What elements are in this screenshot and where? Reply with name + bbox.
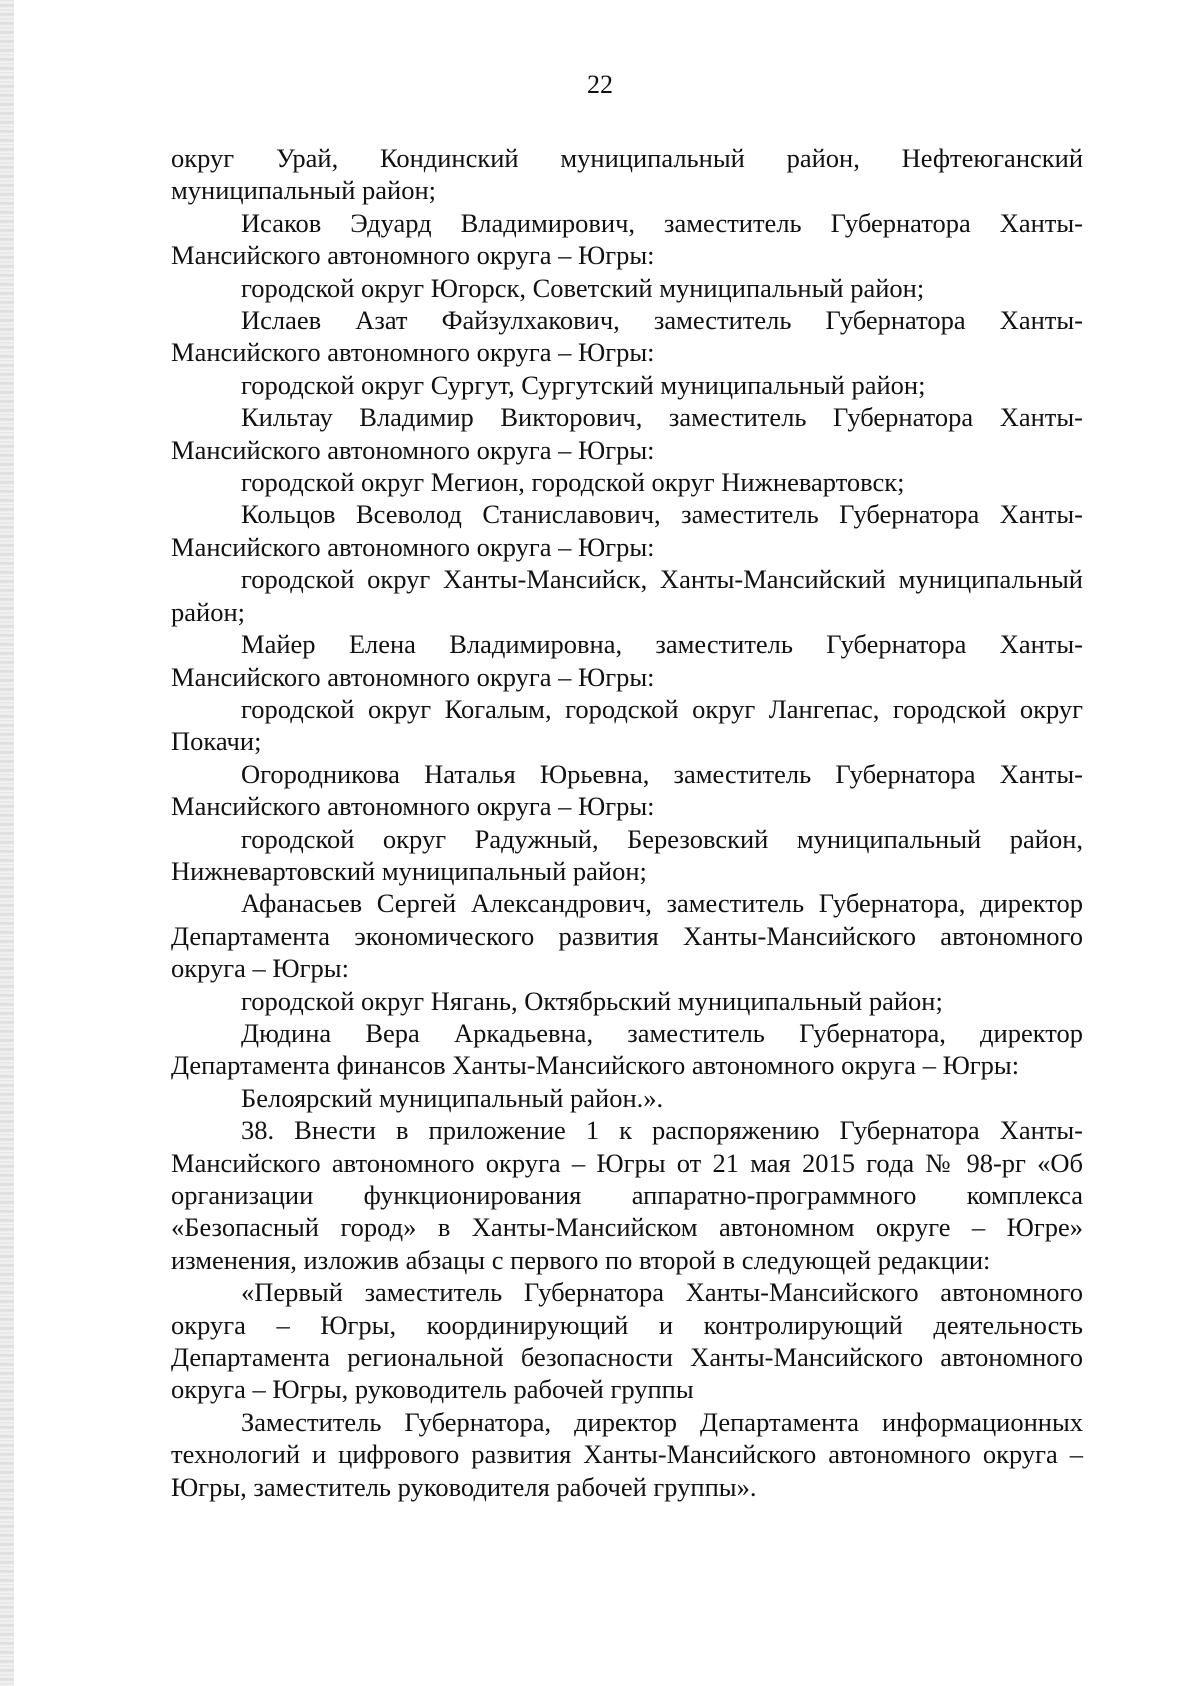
paragraph-5: городской округ Сургут, Сургутский муниципальный район; — [241, 369, 926, 400]
paragraph-18: 38. Внести в приложение 1 к распоряжению Губернатора Ханты-Мансийского автономного округа – Югры от 21 мая 2015 года № 98-рг «Об организации функционирования аппаратно-программного комплекса «Безопасный город» в Ханты-Мансийском автономном округе – Югре» изменения, изложив абзацы с первого по второй в следующей редакции: — [171, 1115, 1083, 1275]
paragraph-13: городской округ Радужный, Березовский муниципальный район, Нижневартовский муниципальный район; — [171, 823, 1083, 886]
paragraph-20: Заместитель Губернатора, директор Департамента информационных технологий и цифрового развития Ханты-Мансийского автономного округа – Югры, заместитель руководителя рабочей группы». — [171, 1406, 1083, 1502]
paragraph-6: Кильтау Владимир Викторович, заместитель Губернатора Ханты-Мансийского автономного округа – Югры: — [171, 402, 1083, 465]
paragraph-19: «Первый заместитель Губернатора Ханты-Мансийского автономного округа – Югры, координирующий и контролирующий деятельность Департамента региональной безопасности Ханты-Мансийского автономного округа – Югры, руководитель рабочей группы — [171, 1277, 1083, 1405]
paragraph-15: городской округ Нягань, Октябрьский муниципальный район; — [241, 985, 943, 1016]
paragraph-2: Исаков Эдуард Владимирович, заместитель Губернатора Ханты-Мансийского автономного округа – Югры: — [171, 207, 1083, 271]
paragraph-16: Дюдина Вера Аркадьевна, заместитель Губернатора, директор Департамента финансов Ханты-Мансийского автономного округа – Югры: — [171, 1017, 1083, 1081]
paragraph-1: округ Урай, Кондинский муниципальный район, Нефтеюганский муниципальный район; — [171, 143, 1083, 206]
paragraph-8: Кольцов Всеволод Станиславович, заместитель Губернатора Ханты-Мансийского автономного округа – Югры: — [171, 499, 1083, 562]
scan-edge-artifact — [0, 0, 14, 1686]
page-number: 22 — [587, 70, 613, 99]
paragraph-10: Майер Елена Владимировна, заместитель Губернатора Ханты-Мансийского автономного округа – Югры: — [171, 629, 1083, 692]
paragraph-11: городской округ Когалым, городской округ Лангепас, городской округ Покачи; — [171, 693, 1083, 757]
paragraph-9: городской округ Ханты-Мансийск, Ханты-Мансийский муниципальный район; — [171, 564, 1083, 627]
paragraph-12: Огородникова Наталья Юрьевна, заместитель Губернатора Ханты-Мансийского автономного округа – Югры: — [171, 758, 1083, 822]
paragraph-14: Афанасьев Сергей Александрович, заместитель Губернатора, директор Департамента экономического развития Ханты-Мансийского автономного округа – Югры: — [171, 888, 1083, 984]
paragraph-3: городской округ Югорск, Советский муниципальный район; — [241, 272, 925, 303]
paragraph-17: Белоярский муниципальный район.». — [241, 1082, 664, 1113]
paragraph-7: городской округ Мегион, городской округ Нижневартовск; — [241, 467, 905, 498]
paragraph-4: Ислаев Азат Файзулхакович, заместитель Губернатора Ханты-Мансийского автономного округа – Югры: — [171, 305, 1083, 368]
document-body — [171, 142, 1083, 1503]
